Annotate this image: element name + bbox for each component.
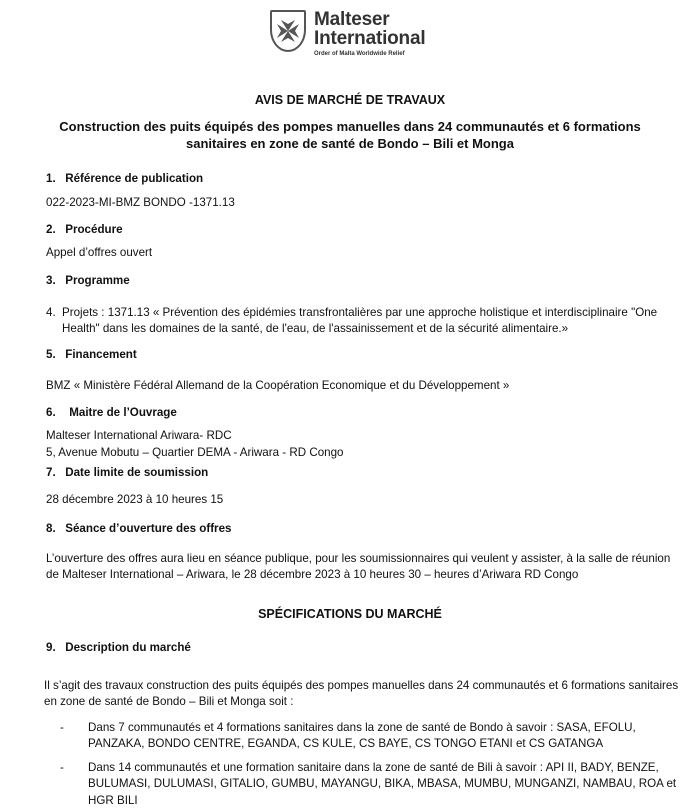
section-6-content-line2: 5, Avenue Mobutu – Quartier DEMA - Ariwara - RD Congo bbox=[46, 446, 344, 459]
list-item-text: Dans 14 communautés et une formation sanitaire dans la zone de santé de Bili à savoir : API II, BADY, BENZE, BULUMASI, DULUMASI, GITALIO, GUMBU, MAYANGU, BIKA, MBASA, MUMBU, MUNGANZI, NAMBAU, ROA et HGR BILI bbox=[88, 761, 677, 807]
section-heading-text: Maitre de l’Ouvrage bbox=[69, 406, 177, 419]
section-heading-text: Programme bbox=[65, 274, 130, 287]
specs-title: SPÉCIFICATIONS DU MARCHÉ bbox=[258, 607, 442, 621]
content-text: Projets : 1371.13 « Prévention des épidémies transfrontalières par une approche holistique et interdisciplinaire "One Health" dans les domaines de la santé, de l'eau, de l'assainissement et de la sécurité alimentaire.» bbox=[62, 306, 658, 336]
section-heading-text: Référence de publication bbox=[65, 172, 204, 185]
section-2-content: Appel d’offres ouvert bbox=[46, 246, 153, 259]
section-number: 2. bbox=[46, 223, 56, 236]
section-number: 6. bbox=[46, 406, 56, 419]
section-heading-text: Description du marché bbox=[65, 641, 191, 654]
section-number: 8. bbox=[46, 522, 56, 535]
section-9-heading bbox=[46, 640, 191, 656]
section-5-content: BMZ « Ministère Fédéral Allemand de la Coopération Economique et du Développement » bbox=[46, 379, 510, 392]
section-2-heading bbox=[46, 222, 123, 238]
section-number: 9. bbox=[46, 641, 56, 654]
list-item-text: Dans 7 communautés et 4 formations sanitaires dans la zone de santé de Bondo à savoir : SASA, EFOLU, PANZAKA, BONDO CENTRE, EGANDA, CS KULE, CS BAYE, CS TONGO ETANI et CS GATANGA bbox=[88, 721, 636, 751]
section-number: 7. bbox=[46, 466, 56, 479]
section-6-content-line1: Malteser International Ariwara- RDC bbox=[46, 429, 232, 442]
section-8-content: L’ouverture des offres aura lieu en séance publique, pour les soumissionnaires qui veulent y assister, à la salle de réunion de Malteser International – Ariwara, le 28 décembre 2023 à 10 heures 30 – heures d’Ariwara RD Congo bbox=[46, 552, 671, 582]
section-9-intro: Il s’agit des travaux construction des puits équipés des pompes manuelles dans 24 communautés et 6 formations sanitaires en zone de santé de Bondo – Bili et Monga soit : bbox=[44, 679, 679, 709]
section-8-heading bbox=[46, 521, 231, 537]
section-1-heading bbox=[46, 171, 203, 187]
list-dash: - bbox=[60, 721, 64, 734]
section-5-heading bbox=[46, 347, 137, 363]
section-number: 3. bbox=[46, 274, 56, 287]
logo-name-line2: International bbox=[314, 28, 426, 49]
logo-subtitle: Order of Malta Worldwide Relief bbox=[314, 51, 405, 57]
section-heading-text: Financement bbox=[65, 348, 137, 361]
section-number: 5. bbox=[46, 348, 56, 361]
section-heading-text: Séance d’ouverture des offres bbox=[65, 522, 232, 535]
logo-name-line1: Malteser bbox=[314, 9, 390, 30]
section-heading-text: Date limite de soumission bbox=[65, 466, 209, 479]
list-dash: - bbox=[60, 761, 64, 774]
section-1-content: 022-2023-MI-BMZ BONDO -1371.13 bbox=[46, 196, 235, 209]
section-7-heading bbox=[46, 465, 208, 481]
section-6-heading bbox=[46, 405, 177, 421]
section-7-content: 28 décembre 2023 à 10 heures 15 bbox=[46, 493, 224, 506]
list-item bbox=[60, 720, 678, 753]
project-title: Construction des puits équipés des pompes manuelles dans 24 communautés et 6 formations sanitaires en zone de santé de Bondo – Bili et Monga bbox=[59, 119, 641, 152]
section-heading-text: Procédure bbox=[65, 223, 123, 236]
section-number: 1. bbox=[46, 172, 56, 185]
notice-title: AVIS DE MARCHÉ DE TRAVAUX bbox=[254, 93, 446, 107]
maltese-cross-shield-icon bbox=[270, 10, 306, 52]
section-3-content bbox=[46, 305, 670, 338]
malteser-logo bbox=[270, 10, 425, 57]
list-item bbox=[60, 760, 678, 809]
section-3-heading bbox=[46, 273, 130, 289]
content-prefix: 4. bbox=[46, 306, 56, 319]
